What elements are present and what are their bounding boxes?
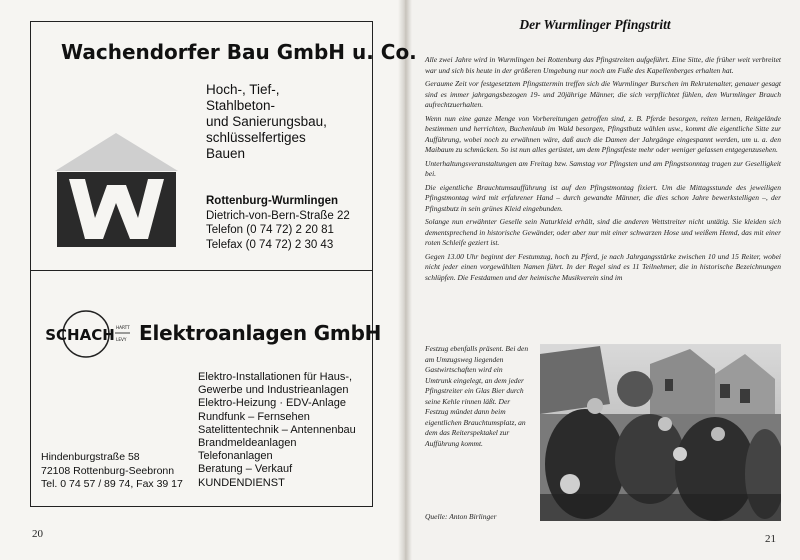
ad-elektro-service-line: Telefonanlagen	[198, 450, 273, 463]
photo-caption: Quelle: Anton Birlinger	[425, 512, 497, 521]
article-narrow-column	[425, 344, 529, 449]
schach-logo-text: SCHACH	[45, 326, 115, 344]
book-spine	[398, 0, 412, 560]
ad-bau-service-line: und Sanierungsbau,	[206, 114, 327, 129]
ad-bau-phone: Telefon (0 74 72) 2 20 81	[206, 224, 334, 236]
ad-wachendorfer-bau	[30, 21, 417, 271]
article-paragraph: Solange nun erwähnter Geselle sein Naturkleid erhält, sind die anderen Wettstreiter nicht untätig. Sie kleiden sich dementsprechend in historische Gewänder, oder aber nur mit einer schwarzen Hose und weißem Hemd, das mit einer roten Schleife geziert ist.	[425, 217, 781, 247]
ad-bau-services	[206, 82, 371, 162]
ad-elektro-company-name: Elektroanlagen GmbH	[139, 321, 382, 345]
ad-schach-elektro	[30, 270, 382, 507]
ad-bau-company-name: Wachendorfer Bau GmbH u. Co.	[61, 40, 417, 64]
ad-elektro-service-line: Satelittentechnik – Antennenbau	[198, 423, 356, 436]
ad-elektro-service-line: Gewerbe und Industrieanlagen	[198, 384, 349, 397]
ad-bau-service-line: Stahlbeton-	[206, 98, 276, 113]
ad-bau-address	[206, 194, 350, 252]
ad-bau-service-line: Hoch-, Tief-,	[206, 82, 280, 97]
ad-bau-service-line: schlüsselfertiges	[206, 130, 306, 145]
ad-elektro-service-line: Elektro-Installationen für Haus-,	[198, 371, 353, 383]
ad-elektro-street: Hindenburgstraße 58	[41, 451, 140, 463]
ad-elektro-address	[41, 451, 183, 492]
house-w-logo-icon	[55, 133, 178, 248]
ad-elektro-service-line: Brandmeldeanlagen	[198, 437, 297, 450]
ad-bau-street: Dietrich-von-Bern-Straße 22	[206, 209, 350, 222]
article-paragraph: Wenn nun eine ganze Menge von Vorbereitungen getroffen sind, z. B. Pferde besorgen, reiten lernen, Reitgelände bestimmen und herrichten, Buchenlaub im Wald besorgen, Pfingstbutz wählen usw., kommt die eigentliche Sitte zur Aufführung, wobei noch zu erwähnen wäre, daß auch die Damen der Jahrgänge eingespannt werden, um u. a. den Maibaum zu schmücken. So ist nun alles gerüstet, um dem Pfingstfeste mehr oder weniger gelassen entgegenzusehen.	[425, 113, 781, 154]
article-paragraph: Unterhaltungsveranstaltungen am Freitag bzw. Samstag vor Pfingsten und am Pfingstsonntag tragen zur Geselligkeit bei.	[425, 158, 781, 178]
article-title: Der Wurmlinger Pfingstritt	[519, 17, 671, 32]
ad-bau-city: Rottenburg-Wurmlingen	[206, 195, 339, 207]
page-number-right: 21	[765, 533, 776, 545]
article-paragraph: Die eigentliche Brauchtumsaufführung ist auf den Pfingstmontag fixiert. Um die Mittagsstunde des jeweiligen Pfingstmontag wird mit erfahrener Hand – durch gewandte Männer, die dies schon Jahre bewerkstelligen –, der Pfingstbutz in sein grünes Kleid eingebunden.	[425, 182, 781, 213]
article-body	[425, 55, 781, 286]
schach-logo-icon	[44, 308, 134, 360]
ad-elektro-service-line: Beratung – Verkauf	[198, 463, 293, 476]
ad-elektro-service-line: KUNDENDIENST	[198, 476, 285, 489]
schach-logo-small-2: LEVY	[116, 337, 127, 342]
ad-elektro-city: 72108 Rottenburg-Seebronn	[41, 464, 175, 477]
article-paragraph: Alle zwei Jahre wird in Wurmlingen bei Rottenburg das Pfingstreiten aufgeführt. Eine Sitte, die früher weit verbreitet war und sich bis heute in der größeren Umgebung nur noch am Fuße des Kapellenberges erhalten hat.	[425, 55, 781, 75]
ad-elektro-services	[198, 371, 356, 490]
ad-bau-service-line: Bauen	[206, 146, 246, 161]
schach-logo-small-1: HARTT	[116, 325, 130, 330]
ad-elektro-service-line: Rundfunk – Fernsehen	[198, 410, 310, 423]
ad-elektro-contact: Tel. 0 74 57 / 89 74, Fax 39 17	[41, 478, 183, 490]
page-number-left: 20	[32, 528, 43, 540]
article-narrow-text: Festzug ebenfalls präsent. Bei den am Umzugsweg liegenden Gastwirtschaften wird ein Umtrunk eingelegt, an dem jeder Pfingstreiter ein Glas Bier durch seine Kehle rinnen läßt. Der Festzug mündet dann beim eigentlichen Brauchtumsplatz, an dem das Reiterspektakel zur Aufführung kommt.	[425, 344, 529, 448]
article-paragraph: Gegen 13.00 Uhr beginnt der Festumzug, hoch zu Pferd, je nach Jahrgangsstärke zwischen 10 und 15 Reiter, wobei nicht jeder einen vorgewählten Namen führt. In der Regel sind es 11 Teilnehmer, die in historische Bezeichnungen schlüpfen. Die Festdamen und der heimische Musikverein sind im	[425, 251, 781, 282]
historic-parade-photo	[540, 344, 781, 521]
ad-bau-fax: Telefax (0 74 72) 2 30 43	[206, 238, 334, 251]
article-paragraph: Geraume Zeit vor festgesetztem Pfingsttermin treffen sich die Wurmlinger Burschen im Rekrutenalter, genauer gesagt sind es immer jahrgangsbezogen 19- und 20jährige Männer, die sich verpflichtet fühlen, den Wurmlinger Brauch aufrechtzuerhalten.	[425, 79, 781, 109]
ad-elektro-service-line: Elektro-Heizung · EDV-Anlage	[198, 397, 346, 410]
